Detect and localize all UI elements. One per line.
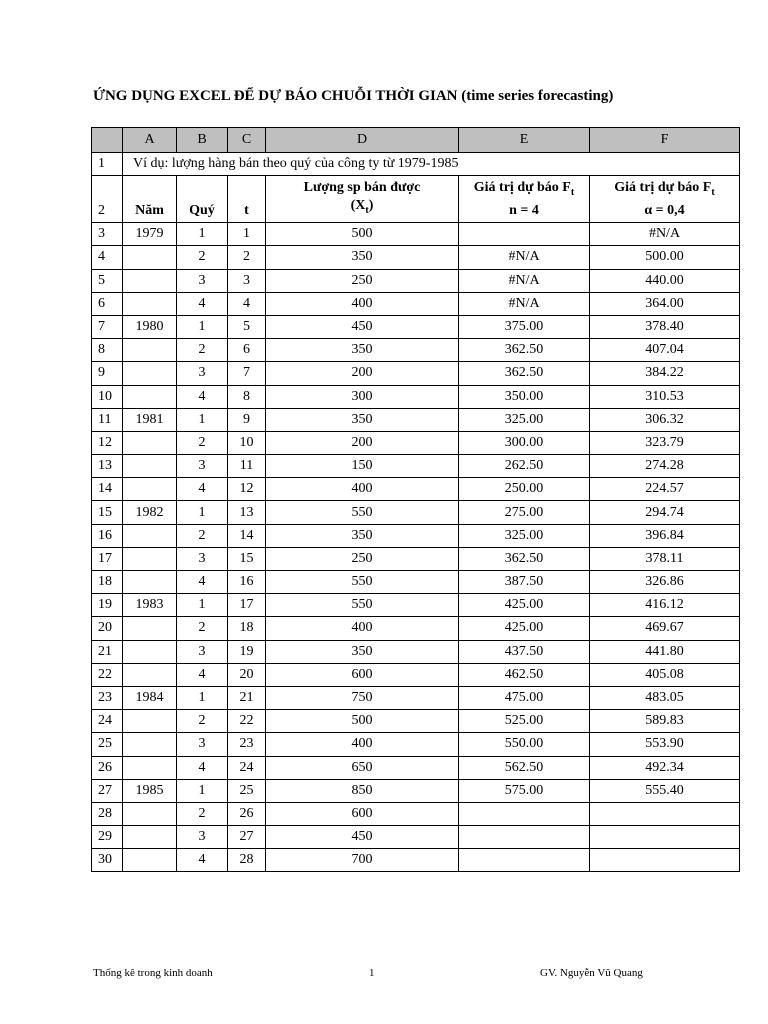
cell-forecast-es: 440.00 xyxy=(590,269,740,292)
table-row xyxy=(92,431,740,454)
cell-year: 1979 xyxy=(123,223,177,246)
cell-forecast-es: 384.22 xyxy=(590,362,740,385)
column-header-d: D xyxy=(266,128,459,153)
cell-quarter: 2 xyxy=(177,524,228,547)
cell-period: 5 xyxy=(228,315,266,338)
cell-forecast-ma: 387.50 xyxy=(459,571,590,594)
cell-period: 20 xyxy=(228,663,266,686)
header-forecast-ma xyxy=(459,176,590,223)
cell-year xyxy=(123,849,177,872)
cell-quarter: 4 xyxy=(177,478,228,501)
cell-sales: 650 xyxy=(266,756,459,779)
row-number: 12 xyxy=(92,431,123,454)
table-row xyxy=(92,547,740,570)
title-paren: (time series forecasting) xyxy=(461,88,614,104)
cell-forecast-ma xyxy=(459,826,590,849)
row-number: 11 xyxy=(92,408,123,431)
table-row xyxy=(92,733,740,756)
cell-period: 16 xyxy=(228,571,266,594)
cell-forecast-es: 274.28 xyxy=(590,455,740,478)
cell-period: 6 xyxy=(228,339,266,362)
cell-forecast-es: 326.86 xyxy=(590,571,740,594)
row-number: 30 xyxy=(92,849,123,872)
cell-sales: 750 xyxy=(266,686,459,709)
cell-period: 4 xyxy=(228,292,266,315)
row-number: 13 xyxy=(92,455,123,478)
cell-forecast-ma: 300.00 xyxy=(459,431,590,454)
cell-forecast-ma: 362.50 xyxy=(459,362,590,385)
table-row xyxy=(92,849,740,872)
cell-quarter: 3 xyxy=(177,269,228,292)
row-number: 25 xyxy=(92,733,123,756)
cell-forecast-es xyxy=(590,826,740,849)
cell-forecast-ma xyxy=(459,802,590,825)
cell-year xyxy=(123,385,177,408)
row-number: 4 xyxy=(92,246,123,269)
cell-forecast-es: 553.90 xyxy=(590,733,740,756)
cell-sales: 200 xyxy=(266,431,459,454)
cell-period: 13 xyxy=(228,501,266,524)
header-t: t xyxy=(228,176,266,223)
cell-forecast-es: 492.34 xyxy=(590,756,740,779)
cell-quarter: 4 xyxy=(177,756,228,779)
cell-forecast-es: 500.00 xyxy=(590,246,740,269)
corner-cell xyxy=(92,128,123,153)
cell-forecast-ma: 250.00 xyxy=(459,478,590,501)
cell-forecast-es: 378.11 xyxy=(590,547,740,570)
cell-sales: 350 xyxy=(266,339,459,362)
cell-period: 14 xyxy=(228,524,266,547)
cell-period: 18 xyxy=(228,617,266,640)
row-number: 2 xyxy=(92,176,123,223)
table-row xyxy=(92,315,740,338)
table-row xyxy=(92,686,740,709)
cell-forecast-es: 364.00 xyxy=(590,292,740,315)
cell-quarter: 1 xyxy=(177,594,228,617)
cell-quarter: 3 xyxy=(177,826,228,849)
cell-forecast-es: 589.83 xyxy=(590,710,740,733)
cell-period: 2 xyxy=(228,246,266,269)
header-forecast-ma-sub: t xyxy=(570,187,575,199)
document-title xyxy=(93,88,613,105)
cell-forecast-es: 416.12 xyxy=(590,594,740,617)
row-number: 21 xyxy=(92,640,123,663)
cell-sales: 150 xyxy=(266,455,459,478)
header-forecast-es-line2: α = 0,4 xyxy=(644,203,685,219)
header-sales xyxy=(266,176,459,223)
cell-year xyxy=(123,547,177,570)
table-row xyxy=(92,779,740,802)
cell-year xyxy=(123,710,177,733)
table-row xyxy=(92,408,740,431)
cell-year xyxy=(123,478,177,501)
row-number: 26 xyxy=(92,756,123,779)
cell-forecast-ma: 275.00 xyxy=(459,501,590,524)
table-row xyxy=(92,826,740,849)
table-row xyxy=(92,640,740,663)
column-header-e: E xyxy=(459,128,590,153)
cell-forecast-es: 405.08 xyxy=(590,663,740,686)
row-number: 28 xyxy=(92,802,123,825)
cell-forecast-ma: #N/A xyxy=(459,269,590,292)
row-number: 18 xyxy=(92,571,123,594)
cell-period: 27 xyxy=(228,826,266,849)
row-number: 7 xyxy=(92,315,123,338)
cell-sales: 250 xyxy=(266,547,459,570)
cell-forecast-ma: 362.50 xyxy=(459,547,590,570)
cell-forecast-es: #N/A xyxy=(590,223,740,246)
cell-year xyxy=(123,802,177,825)
cell-forecast-es: 396.84 xyxy=(590,524,740,547)
cell-forecast-es: 294.74 xyxy=(590,501,740,524)
row-number: 6 xyxy=(92,292,123,315)
cell-quarter: 2 xyxy=(177,339,228,362)
cell-sales: 550 xyxy=(266,501,459,524)
cell-forecast-ma: 262.50 xyxy=(459,455,590,478)
cell-year: 1985 xyxy=(123,779,177,802)
column-header-b: B xyxy=(177,128,228,153)
cell-sales: 350 xyxy=(266,246,459,269)
header-sales-line1: Lượng sp bán được xyxy=(303,180,421,196)
table-row xyxy=(92,362,740,385)
table-row xyxy=(92,292,740,315)
example-description: Ví dụ: lượng hàng bán theo quý của công ty từ 1979-1985 xyxy=(123,153,740,176)
cell-sales: 850 xyxy=(266,779,459,802)
cell-forecast-ma: 462.50 xyxy=(459,663,590,686)
row-number: 8 xyxy=(92,339,123,362)
header-sales-sub: t xyxy=(365,205,369,217)
cell-forecast-es: 306.32 xyxy=(590,408,740,431)
table-row xyxy=(92,385,740,408)
table-row xyxy=(92,501,740,524)
cell-forecast-es: 441.80 xyxy=(590,640,740,663)
cell-forecast-es xyxy=(590,849,740,872)
row-number: 20 xyxy=(92,617,123,640)
row-2-headers xyxy=(92,176,740,223)
cell-quarter: 2 xyxy=(177,431,228,454)
cell-year: 1981 xyxy=(123,408,177,431)
cell-sales: 200 xyxy=(266,362,459,385)
cell-period: 8 xyxy=(228,385,266,408)
cell-forecast-ma: 562.50 xyxy=(459,756,590,779)
table-row xyxy=(92,756,740,779)
cell-quarter: 3 xyxy=(177,362,228,385)
cell-sales: 500 xyxy=(266,710,459,733)
cell-year xyxy=(123,339,177,362)
cell-period: 11 xyxy=(228,455,266,478)
cell-quarter: 3 xyxy=(177,640,228,663)
cell-year: 1980 xyxy=(123,315,177,338)
cell-year: 1984 xyxy=(123,686,177,709)
table-row xyxy=(92,269,740,292)
header-quy: Quý xyxy=(177,176,228,223)
column-header-row xyxy=(92,128,740,153)
cell-quarter: 2 xyxy=(177,246,228,269)
row-number: 14 xyxy=(92,478,123,501)
cell-quarter: 2 xyxy=(177,617,228,640)
cell-quarter: 1 xyxy=(177,779,228,802)
row-number: 19 xyxy=(92,594,123,617)
cell-forecast-ma: 362.50 xyxy=(459,339,590,362)
table-row xyxy=(92,478,740,501)
cell-year xyxy=(123,362,177,385)
cell-quarter: 1 xyxy=(177,223,228,246)
cell-year xyxy=(123,246,177,269)
row-number: 16 xyxy=(92,524,123,547)
cell-sales: 500 xyxy=(266,223,459,246)
row-number: 1 xyxy=(92,153,123,176)
cell-quarter: 1 xyxy=(177,408,228,431)
cell-year xyxy=(123,431,177,454)
cell-period: 23 xyxy=(228,733,266,756)
cell-sales: 400 xyxy=(266,733,459,756)
cell-quarter: 3 xyxy=(177,547,228,570)
cell-forecast-ma: 437.50 xyxy=(459,640,590,663)
cell-year xyxy=(123,617,177,640)
cell-forecast-ma: #N/A xyxy=(459,292,590,315)
row-number: 17 xyxy=(92,547,123,570)
cell-forecast-es xyxy=(590,802,740,825)
header-forecast-es xyxy=(590,176,740,223)
table-row xyxy=(92,246,740,269)
title-main: ỨNG DỤNG EXCEL ĐỂ DỰ BÁO CHUỖI THỜI GIAN xyxy=(93,88,458,104)
cell-period: 15 xyxy=(228,547,266,570)
cell-year xyxy=(123,524,177,547)
cell-quarter: 1 xyxy=(177,686,228,709)
spreadsheet-table xyxy=(91,127,740,872)
cell-forecast-ma: #N/A xyxy=(459,246,590,269)
cell-forecast-ma xyxy=(459,849,590,872)
table-row xyxy=(92,594,740,617)
cell-year xyxy=(123,826,177,849)
cell-sales: 400 xyxy=(266,617,459,640)
cell-forecast-ma: 375.00 xyxy=(459,315,590,338)
cell-sales: 600 xyxy=(266,802,459,825)
cell-quarter: 1 xyxy=(177,501,228,524)
row-number: 23 xyxy=(92,686,123,709)
cell-period: 10 xyxy=(228,431,266,454)
cell-forecast-ma: 425.00 xyxy=(459,594,590,617)
cell-year xyxy=(123,571,177,594)
header-sales-pre: (X xyxy=(350,198,366,214)
cell-forecast-ma xyxy=(459,223,590,246)
cell-year xyxy=(123,269,177,292)
cell-year xyxy=(123,640,177,663)
cell-quarter: 4 xyxy=(177,849,228,872)
cell-forecast-es: 378.40 xyxy=(590,315,740,338)
table-row xyxy=(92,802,740,825)
header-forecast-es-line1: Giá trị dự báo F xyxy=(614,180,712,196)
cell-sales: 250 xyxy=(266,269,459,292)
cell-sales: 400 xyxy=(266,292,459,315)
cell-period: 17 xyxy=(228,594,266,617)
footer-author: GV. Nguyễn Vũ Quang xyxy=(540,967,643,979)
header-nam: Năm xyxy=(123,176,177,223)
cell-forecast-ma: 550.00 xyxy=(459,733,590,756)
cell-period: 24 xyxy=(228,756,266,779)
row-number: 24 xyxy=(92,710,123,733)
cell-forecast-es: 555.40 xyxy=(590,779,740,802)
cell-forecast-ma: 475.00 xyxy=(459,686,590,709)
cell-quarter: 2 xyxy=(177,802,228,825)
cell-forecast-ma: 325.00 xyxy=(459,408,590,431)
table-row xyxy=(92,223,740,246)
table-row xyxy=(92,455,740,478)
cell-quarter: 1 xyxy=(177,315,228,338)
cell-period: 25 xyxy=(228,779,266,802)
cell-sales: 700 xyxy=(266,849,459,872)
cell-forecast-es: 469.67 xyxy=(590,617,740,640)
cell-sales: 350 xyxy=(266,524,459,547)
cell-forecast-es: 407.04 xyxy=(590,339,740,362)
cell-sales: 350 xyxy=(266,640,459,663)
cell-sales: 400 xyxy=(266,478,459,501)
header-forecast-ma-line2: n = 4 xyxy=(509,203,539,219)
header-forecast-es-sub: t xyxy=(711,187,715,199)
cell-year xyxy=(123,663,177,686)
cell-quarter: 4 xyxy=(177,292,228,315)
cell-period: 21 xyxy=(228,686,266,709)
row-number: 5 xyxy=(92,269,123,292)
cell-year: 1982 xyxy=(123,501,177,524)
cell-forecast-es: 483.05 xyxy=(590,686,740,709)
cell-forecast-es: 224.57 xyxy=(590,478,740,501)
cell-forecast-ma: 350.00 xyxy=(459,385,590,408)
table-row xyxy=(92,617,740,640)
cell-quarter: 3 xyxy=(177,733,228,756)
cell-quarter: 4 xyxy=(177,571,228,594)
row-1 xyxy=(92,153,740,176)
cell-quarter: 4 xyxy=(177,385,228,408)
cell-year xyxy=(123,756,177,779)
cell-sales: 450 xyxy=(266,826,459,849)
table-row xyxy=(92,710,740,733)
cell-quarter: 3 xyxy=(177,455,228,478)
row-number: 29 xyxy=(92,826,123,849)
footer-course-name: Thống kê trong kinh doanh xyxy=(93,967,213,979)
table-row xyxy=(92,663,740,686)
table-row xyxy=(92,339,740,362)
row-number: 22 xyxy=(92,663,123,686)
row-number: 15 xyxy=(92,501,123,524)
footer-page-number: 1 xyxy=(369,967,375,979)
cell-forecast-es: 310.53 xyxy=(590,385,740,408)
header-forecast-ma-line1: Giá trị dự báo F xyxy=(473,180,571,196)
cell-sales: 550 xyxy=(266,594,459,617)
cell-quarter: 2 xyxy=(177,710,228,733)
cell-forecast-ma: 325.00 xyxy=(459,524,590,547)
cell-period: 7 xyxy=(228,362,266,385)
cell-period: 9 xyxy=(228,408,266,431)
cell-year: 1983 xyxy=(123,594,177,617)
cell-quarter: 4 xyxy=(177,663,228,686)
row-number: 10 xyxy=(92,385,123,408)
row-number: 9 xyxy=(92,362,123,385)
row-number: 3 xyxy=(92,223,123,246)
cell-year xyxy=(123,455,177,478)
cell-sales: 600 xyxy=(266,663,459,686)
cell-period: 28 xyxy=(228,849,266,872)
cell-period: 1 xyxy=(228,223,266,246)
table-row xyxy=(92,571,740,594)
cell-year xyxy=(123,292,177,315)
row-number: 27 xyxy=(92,779,123,802)
cell-sales: 350 xyxy=(266,408,459,431)
cell-sales: 450 xyxy=(266,315,459,338)
cell-sales: 550 xyxy=(266,571,459,594)
cell-period: 26 xyxy=(228,802,266,825)
cell-period: 3 xyxy=(228,269,266,292)
cell-forecast-ma: 525.00 xyxy=(459,710,590,733)
cell-period: 19 xyxy=(228,640,266,663)
cell-period: 12 xyxy=(228,478,266,501)
cell-period: 22 xyxy=(228,710,266,733)
cell-forecast-ma: 575.00 xyxy=(459,779,590,802)
table-row xyxy=(92,524,740,547)
column-header-a: A xyxy=(123,128,177,153)
column-header-c: C xyxy=(228,128,266,153)
cell-year xyxy=(123,733,177,756)
cell-forecast-ma: 425.00 xyxy=(459,617,590,640)
column-header-f: F xyxy=(590,128,740,153)
cell-sales: 300 xyxy=(266,385,459,408)
cell-forecast-es: 323.79 xyxy=(590,431,740,454)
header-sales-post: ) xyxy=(368,198,374,214)
